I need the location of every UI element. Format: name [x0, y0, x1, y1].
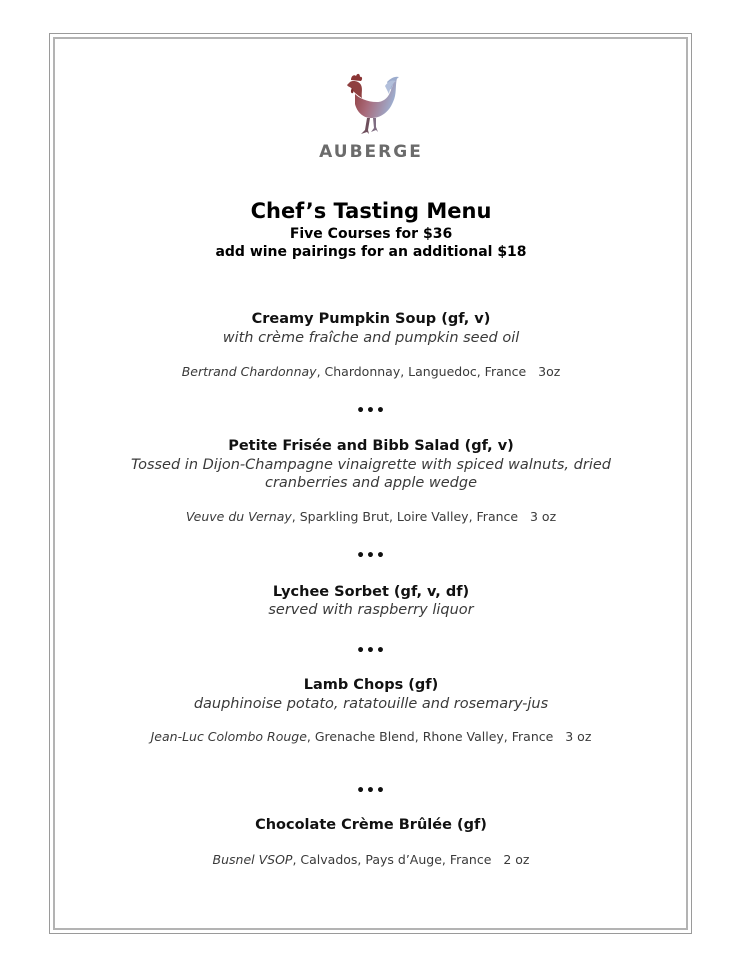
course-4-wine-name: Jean-Luc Colombo Rouge — [150, 729, 307, 744]
course-2-description-line1: Tossed in Dijon-Champagne vinaigrette with spiced walnuts, dried — [131, 457, 611, 473]
course-2-description-line2: cranberries and apple wedge — [264, 475, 478, 491]
course-separator: ••• — [356, 548, 386, 564]
course-5-wine-details: , Calvados, Pays d’Auge, France 2 oz — [292, 852, 530, 867]
wine-pairing-note: add wine pairings for an additional $18 — [215, 244, 527, 260]
menu-price: Five Courses for $36 — [289, 226, 453, 242]
rooster-icon — [0, 72, 742, 140]
brand-name: AUBERGE — [319, 142, 423, 162]
course-4-description: dauphinoise potato, ratatouille and rosemary-jus — [193, 696, 549, 712]
course-5-dish: Chocolate Crème Brûlée (gf) — [255, 817, 487, 833]
course-4-dish: Lamb Chops (gf) — [303, 677, 439, 693]
course-2-wine-name: Veuve du Vernay — [185, 509, 292, 524]
course-1-wine-name: Bertrand Chardonnay — [181, 364, 317, 379]
course-5-wine — [0, 852, 742, 867]
course-1-wine-details: , Chardonnay, Languedoc, France 3oz — [316, 364, 561, 379]
course-1-dish: Creamy Pumpkin Soup (gf, v) — [251, 311, 491, 327]
course-2-wine — [0, 509, 742, 524]
course-separator: ••• — [356, 643, 386, 659]
menu-title: Chef’s Tasting Menu — [250, 199, 492, 223]
course-1-description: with crème fraîche and pumpkin seed oil — [222, 330, 520, 346]
course-3-description: served with raspberry liquor — [268, 602, 474, 618]
course-separator: ••• — [356, 403, 386, 419]
course-2-dish: Petite Frisée and Bibb Salad (gf, v) — [228, 438, 514, 454]
course-2-wine-details: , Sparkling Brut, Loire Valley, France 3 oz — [291, 509, 557, 524]
course-4-wine-details: , Grenache Blend, Rhone Valley, France 3 oz — [306, 729, 592, 744]
course-1-wine — [0, 364, 742, 379]
course-5-wine-name: Busnel VSOP — [212, 852, 293, 867]
course-separator: ••• — [356, 783, 386, 799]
course-4-wine — [0, 729, 742, 744]
course-3-dish: Lychee Sorbet (gf, v, df) — [272, 584, 470, 600]
